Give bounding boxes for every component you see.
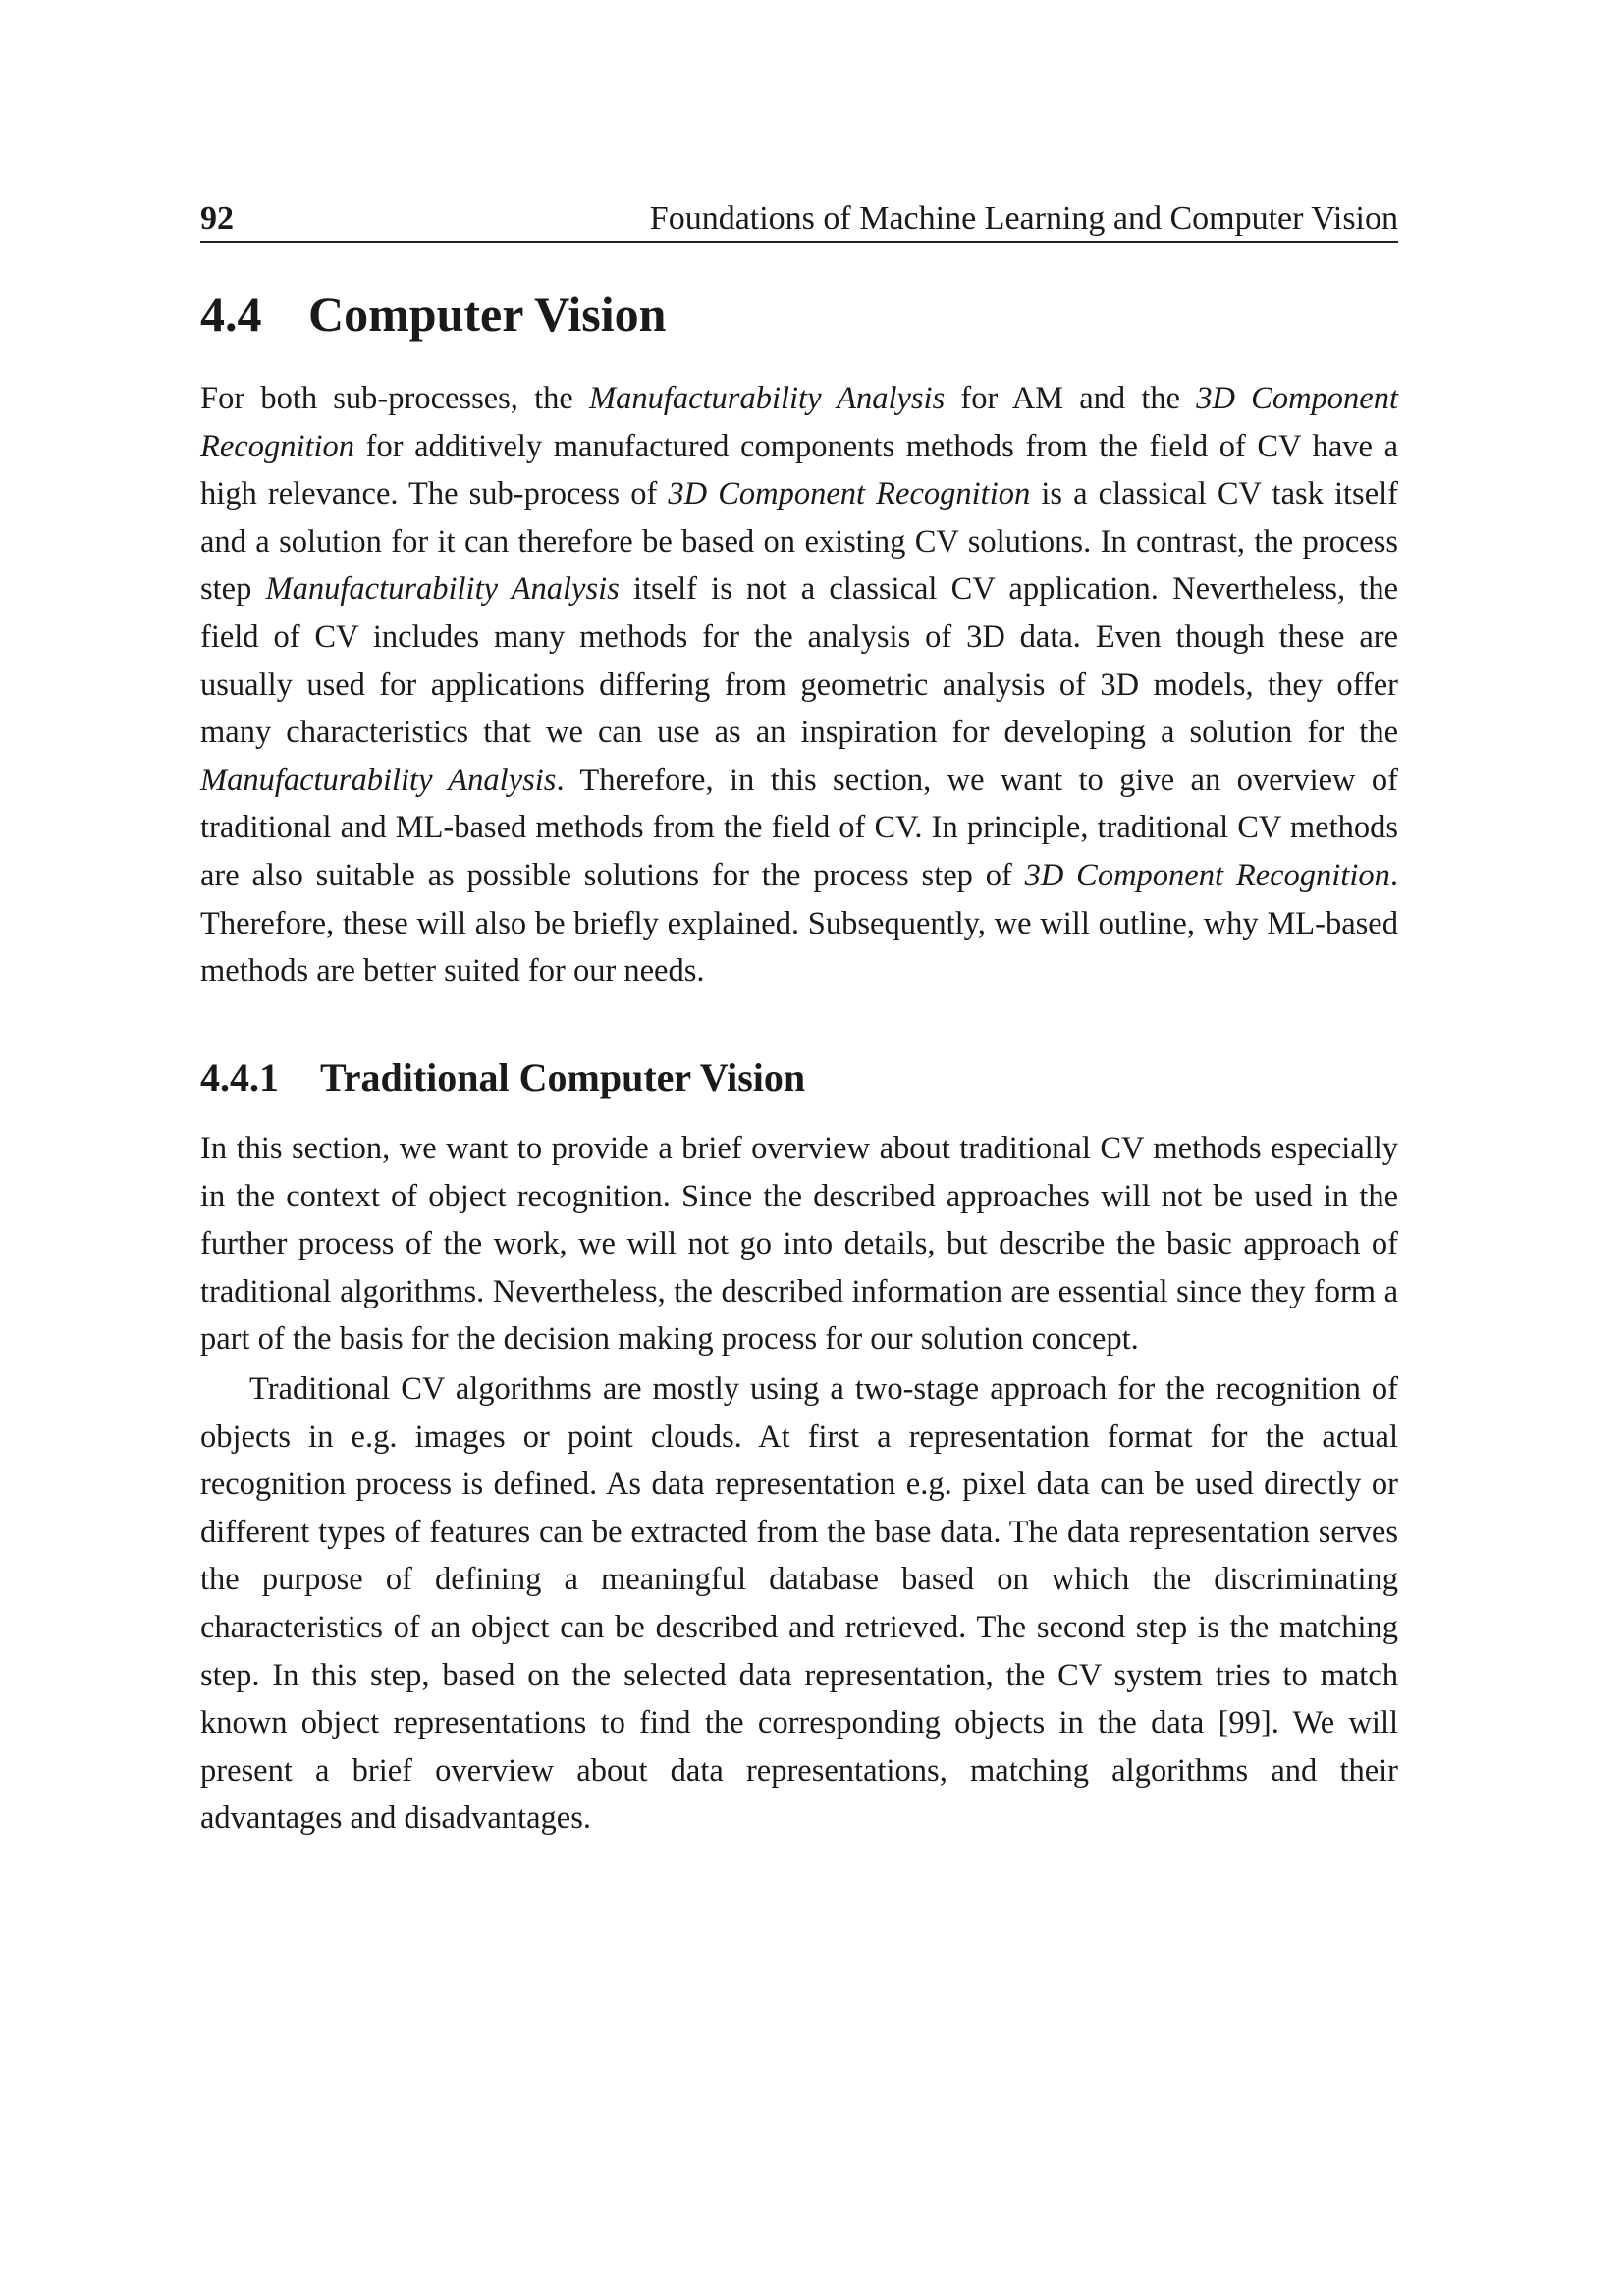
page-number: 92 <box>200 200 234 237</box>
subsection-heading <box>200 1050 805 1105</box>
running-title: Foundations of Machine Learning and Computer Vision <box>649 200 1398 237</box>
subsection-paragraph-2: Traditional CV algorithms are mostly using a two-stage approach for the recognition of objects in e.g. images or point clouds. At first a representation format for the actual recognition process is defined. As data representation e.g. pixel data can be used directly or different types of features can be extracted from the base data. The data representation serves the purpose of defining a meaningful database based on which the discriminating characteristics of an object can be described and retrieved. The second step is the matching step. In this step, based on the selected data representation, the CV system tries to match known object representations to find the corresponding objects in the data [99]. We will present a brief overview about data representations, matching algorithms and their advantages and disadvantages. <box>200 1371 1398 1837</box>
section-title: Computer Vision <box>308 287 667 342</box>
subsection-title: Traditional Computer Vision <box>320 1055 806 1099</box>
emphasis-term: 3D Component Recognition <box>200 381 1399 464</box>
running-header <box>200 196 1398 243</box>
section-heading <box>200 280 666 348</box>
section-number: 4.4 <box>200 287 262 342</box>
emphasis-term: 3D Component Recognition <box>668 476 1031 512</box>
subsection-paragraph-1: In this section, we want to provide a brief overview about traditional CV methods especially in the context of object recognition. Since the described approaches will not be used in the further process of the work, we will not go into details, but describe the basic approach of traditional algorithms. Nevertheless, the described information are essential since they form a part of the basis for the decision making process for our solution concept. <box>200 1131 1398 1358</box>
section-intro-paragraph: For both sub-processes, the Manufacturability Analysis for AM and the 3D Component Recognition for additively manufactured components methods from the field of CV have a high relevance. The sub-process of 3D Component Recognition is a classical CV task itself and a solution for it can therefore be based on existing CV solutions. In contrast, the process step Manufacturability Analysis itself is not a classical CV application. Nevertheless, the field of CV includes many methods for the analysis of 3D data. Even though these are usually used for applications differing from geometric analysis of 3D models, they offer many characteristics that we can use as an inspiration for developing a solution for the Manufacturability Analysis. Therefore, in this section, we want to give an overview of traditional and ML-based methods from the field of CV. In principle, traditional CV methods are also suitable as possible solutions for the process step of 3D Component Recognition. Therefore, these will also be briefly explained. Subsequently, we will outline, why ML-based methods are better suited for our needs. <box>200 381 1399 989</box>
emphasis-term: Manufacturability Analysis <box>200 762 557 798</box>
emphasis-term: 3D Component Recognition <box>1024 857 1390 893</box>
emphasis-term: Manufacturability Analysis <box>265 571 620 608</box>
emphasis-term: Manufacturability Analysis <box>589 381 946 416</box>
subsection-number: 4.4.1 <box>200 1055 279 1099</box>
